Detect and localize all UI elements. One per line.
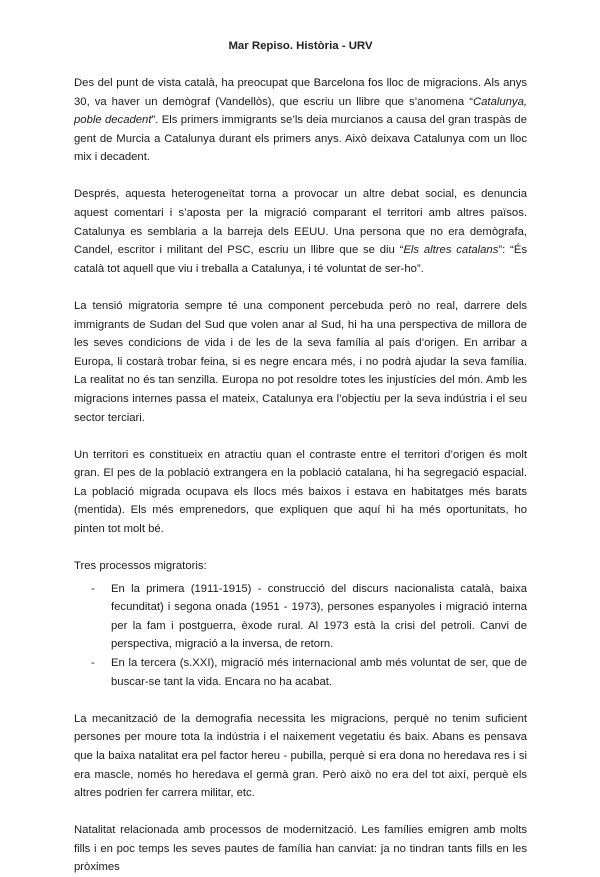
book-title-els-altres-catalans: Els altres catalans xyxy=(403,244,499,257)
paragraph-3: La tensió migratoria sempre té una component percebuda però no real, darrere dels immigrants de Sudan del Sud que volen anar al Sud, hi ha una perspectiva de millora de les seves condicions de vida i de les de la seva família al país d’origen. En arribar a Europa, li costarà trobar feina, si es negre encara més, i no podrà ajudar la seva família. La realitat no és tan senzilla. Europa no pot resoldre totes les injustícies del món. Amb les migracions internes passa el mateix, Catalunya era l’objectiu per la seva indústria i el seu sector terciari. xyxy=(74,299,527,424)
list-item-text: En la tercera (s.XXI), migració més internacional amb més voluntat de ser, que de buscar-se tant la vida. Encara no ha acabat. xyxy=(111,657,527,688)
list-item-text: En la primera (1911-1915) - construcció del discurs nacionalista català, baixa fecunditat) i segona onada (1951 - 1973), persones espanyoles i migració interna per la fam i postguerra, èxode rural. Al 1973 està la crisi del petroli. Canvi de perspectiva, migració a la inversa, de retorn. xyxy=(111,582,527,651)
paragraph-2-text-a: Després, aquesta heterogeneïtat torna a provocar un altre debat social, es denuncia aquest comentari i s’aposta per la migració comparant el territori amb altres països. Catalunya es semblaria a la barreja dels EEUU. Una persona que no era demògrafa, Candel, escritor i militant del PSC, escriu un llibre que se diu “ xyxy=(74,188,527,257)
migration-processes-intro: Tres processos migratoris: xyxy=(74,560,207,573)
paragraph-1 xyxy=(74,74,527,167)
bullet-dash: - xyxy=(91,582,95,595)
page-header-title: Mar Repiso. Història - URV xyxy=(228,40,373,52)
paragraph-4: Un territori es constitueix en atractiu quan el contraste entre el territori d’origen és molt gran. El pes de la població extrangera en la població catalana, hi ha segregació espacial. La població migrada ocupava els llocs més baixos i estava en habitatges més barats (mentida). Els més emprenedors, que expliquen que aquí hi ha més oportunitats, ho pinten tot molt bé. xyxy=(74,448,527,535)
list-item xyxy=(91,580,527,654)
paragraph-1-text-a: Des del punt de vista català, ha preocupat que Barcelona fos lloc de migracions. Als anys 30, va haver un demògraf (Vandellòs), que escriu un llibre que s’anomena “ xyxy=(74,77,527,108)
migration-processes-list xyxy=(74,580,527,692)
book-title-catalunya-poble-decadent: Catalunya, poble decadent xyxy=(74,95,527,127)
paragraph-6: La mecanització de la demografia necessita les migracions, perquè no tenim suficient persones per moure tota la indústria i el naixement vegetatiu és baix. Abans es pensava que la baixa natalitat era pel factor hereu - pubilla, perquè si era dona no heredava res i si era mascle, només ho heredava el germà gran. Però això no era del tot així, perquè els altres podrien fer carrera militar, etc. xyxy=(74,712,527,800)
list-item xyxy=(91,654,527,691)
paragraph-2-text-b: ”: “És català tot aquell que viu i treballa a Catalunya, i té voluntat de ser-ho”. xyxy=(74,244,527,275)
paragraph-7: Natalitat relacionada amb processos de modernització. Les famílies emigren amb molts fills i en poc temps les seves pautes de família han canviat: ja no tindran tants fills en les pròximes xyxy=(74,824,527,874)
paragraph-2 xyxy=(74,185,527,278)
paragraph-1-text-b: ”. Els primers immigrants se’ls deia murcianos a causa del gran traspàs de gent de Murcia a Catalunya durant els primers anys. Això deixava Catalunya com un lloc mix i decadent. xyxy=(74,114,527,164)
bullet-dash: - xyxy=(91,657,95,670)
